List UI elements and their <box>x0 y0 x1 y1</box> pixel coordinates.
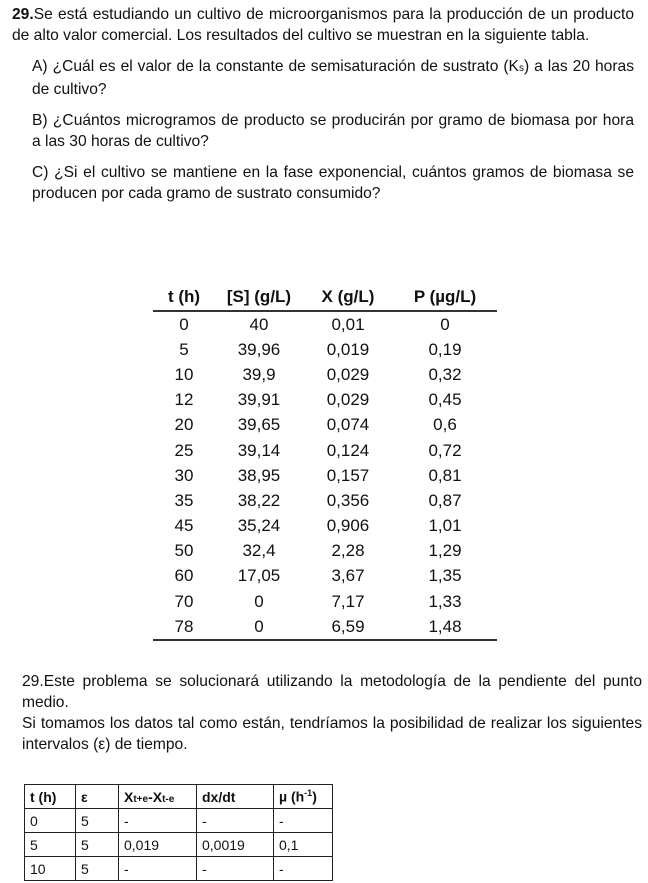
table-row <box>153 514 497 539</box>
cell-product: 0,19 <box>428 339 462 359</box>
cell-diff: - <box>119 857 197 881</box>
table-row <box>153 388 497 413</box>
cell-substrate: 39,9 <box>242 364 276 384</box>
diff-sub-plus: t+e <box>133 793 149 805</box>
header-substrate: [S] (g/L) <box>215 284 303 311</box>
cell-time: 70 <box>174 591 194 611</box>
cell-time: 20 <box>174 415 194 435</box>
table-row <box>153 463 497 488</box>
cell-product: 0,45 <box>428 390 462 410</box>
cell-time: 25 <box>174 440 194 460</box>
cell-mu: 0,1 <box>274 833 333 857</box>
cell-diff: 0,019 <box>119 833 197 857</box>
cell-product: 0,87 <box>428 490 462 510</box>
table-row <box>153 438 497 463</box>
cell-biomass: 0,019 <box>326 339 370 359</box>
cell-dxdt: - <box>197 809 274 833</box>
cell-biomass: 7,17 <box>331 591 365 611</box>
cell-time: 0 <box>179 314 189 334</box>
solution-body: Si tomamos los datos tal como están, tendríamos la posibilidad de realizar los siguientes intervalos (ε) de tiempo. <box>22 715 642 753</box>
problem-29 <box>12 4 634 204</box>
mu-close: ) <box>312 788 317 805</box>
question-a <box>12 56 634 100</box>
cell-epsilon: 5 <box>76 809 119 833</box>
cell-biomass: 0,029 <box>326 390 370 410</box>
cell-time: 5 <box>179 339 189 359</box>
ks-subscript: s <box>518 63 524 74</box>
solution-number: 29. <box>22 673 44 690</box>
header-time: t (h) <box>25 785 76 809</box>
table-row <box>153 564 497 589</box>
cell-product: 1,01 <box>428 516 462 536</box>
cell-product: 1,29 <box>428 541 462 561</box>
header-product: P (µg/L) <box>393 284 497 311</box>
cell-biomass: 0,074 <box>326 415 370 435</box>
header-epsilon: ε <box>76 785 119 809</box>
data-table-header-row <box>153 284 497 311</box>
cell-product: 1,35 <box>428 566 462 586</box>
cell-biomass: 2,28 <box>331 541 365 561</box>
solution-intro <box>22 671 642 713</box>
table-row <box>25 809 333 833</box>
problem-statement <box>12 4 634 46</box>
cell-biomass: 0,01 <box>331 314 365 334</box>
cell-product: 0,32 <box>428 364 462 384</box>
cell-biomass: 3,67 <box>331 566 365 586</box>
table-row <box>153 311 497 337</box>
header-mu <box>274 785 333 809</box>
problem-number: 29. <box>12 6 34 23</box>
header-biomass: X (g/L) <box>303 284 393 311</box>
cell-substrate: 39,96 <box>237 339 281 359</box>
cell-time: 10 <box>174 364 194 384</box>
header-dxdt: dx/dt <box>197 785 274 809</box>
cell-time: 78 <box>153 614 215 640</box>
header-biomass-diff <box>119 785 197 809</box>
cell-epsilon: 5 <box>76 857 119 881</box>
cell-substrate: 39,14 <box>237 440 281 460</box>
cell-time: 50 <box>174 541 194 561</box>
cell-substrate: 39,91 <box>237 390 281 410</box>
cell-product: 1,48 <box>393 614 497 640</box>
mu-superscript: -1 <box>304 788 313 799</box>
cell-biomass: 0,029 <box>326 364 370 384</box>
cell-product: 1,33 <box>428 591 462 611</box>
header-time: t (h) <box>153 284 215 311</box>
table-row <box>153 589 497 614</box>
question-c: C) ¿Si el cultivo se mantiene en la fase exponencial, cuántos gramos de biomasa se producen por cada gramo de sustrato consumido? <box>32 164 634 202</box>
cell-biomass: 0,906 <box>326 516 370 536</box>
interval-header-row <box>25 785 333 809</box>
cell-time: 45 <box>174 516 194 536</box>
diff-x: X <box>124 788 134 805</box>
cell-substrate: 40 <box>249 314 269 334</box>
cell-time: 5 <box>25 833 76 857</box>
cell-biomass: 6,59 <box>303 614 393 640</box>
diff-minus-x: -X <box>148 788 163 805</box>
table-row <box>153 413 497 438</box>
cell-time: 12 <box>174 390 194 410</box>
cell-biomass: 0,356 <box>326 490 370 510</box>
cell-time: 60 <box>174 566 194 586</box>
cell-substrate: 38,22 <box>237 490 281 510</box>
culture-data-table <box>153 284 497 641</box>
cell-substrate: 38,95 <box>237 465 281 485</box>
table-row <box>25 857 333 881</box>
cell-biomass: 0,157 <box>326 465 370 485</box>
question-a-text: A) ¿Cuál es el valor de la constante de semisaturación de sustrato (K <box>32 58 519 75</box>
cell-substrate: 32,4 <box>242 541 276 561</box>
table-row <box>153 337 497 362</box>
question-a-tail: ) a las 20 horas de cultivo? <box>32 58 635 98</box>
cell-product: 0,81 <box>428 465 462 485</box>
cell-product: 0,6 <box>433 415 457 435</box>
cell-substrate: 35,24 <box>237 516 281 536</box>
cell-time: 30 <box>174 465 194 485</box>
diff-sub-minus: t-e <box>162 793 175 805</box>
cell-time: 0 <box>25 809 76 833</box>
cell-substrate: 0 <box>215 614 303 640</box>
table-row <box>153 362 497 387</box>
cell-dxdt: 0,0019 <box>197 833 274 857</box>
question-b: B) ¿Cuántos microgramos de producto se producirán por gramo de biomasa por hora a las 30 horas de cultivo? <box>32 112 634 150</box>
problem-statement-text: Se está estudiando un cultivo de microorganismos para la producción de un producto de alto valor comercial. Los resultados del cultivo se muestran en la siguiente tabla. <box>12 6 634 44</box>
cell-substrate: 0 <box>254 591 264 611</box>
solution-intro-text: Este problema se solucionará utilizando la metodología de la pendiente del punto medio. <box>22 673 642 711</box>
cell-time: 10 <box>25 857 76 881</box>
cell-product: 0,72 <box>428 440 462 460</box>
cell-epsilon: 5 <box>76 833 119 857</box>
cell-time: 35 <box>174 490 194 510</box>
interval-table <box>24 784 333 881</box>
cell-mu: - <box>274 809 333 833</box>
cell-dxdt: - <box>197 857 274 881</box>
table-row <box>25 833 333 857</box>
table-row <box>153 488 497 513</box>
cell-substrate: 17,05 <box>237 566 281 586</box>
cell-substrate: 39,65 <box>237 415 281 435</box>
solution-29 <box>22 671 642 755</box>
mu-label: µ (h <box>279 788 305 805</box>
cell-biomass: 0,124 <box>326 440 370 460</box>
cell-product: 0 <box>440 314 450 334</box>
table-row <box>153 614 497 640</box>
table-row <box>153 539 497 564</box>
cell-diff: - <box>119 809 197 833</box>
cell-mu: - <box>274 857 333 881</box>
